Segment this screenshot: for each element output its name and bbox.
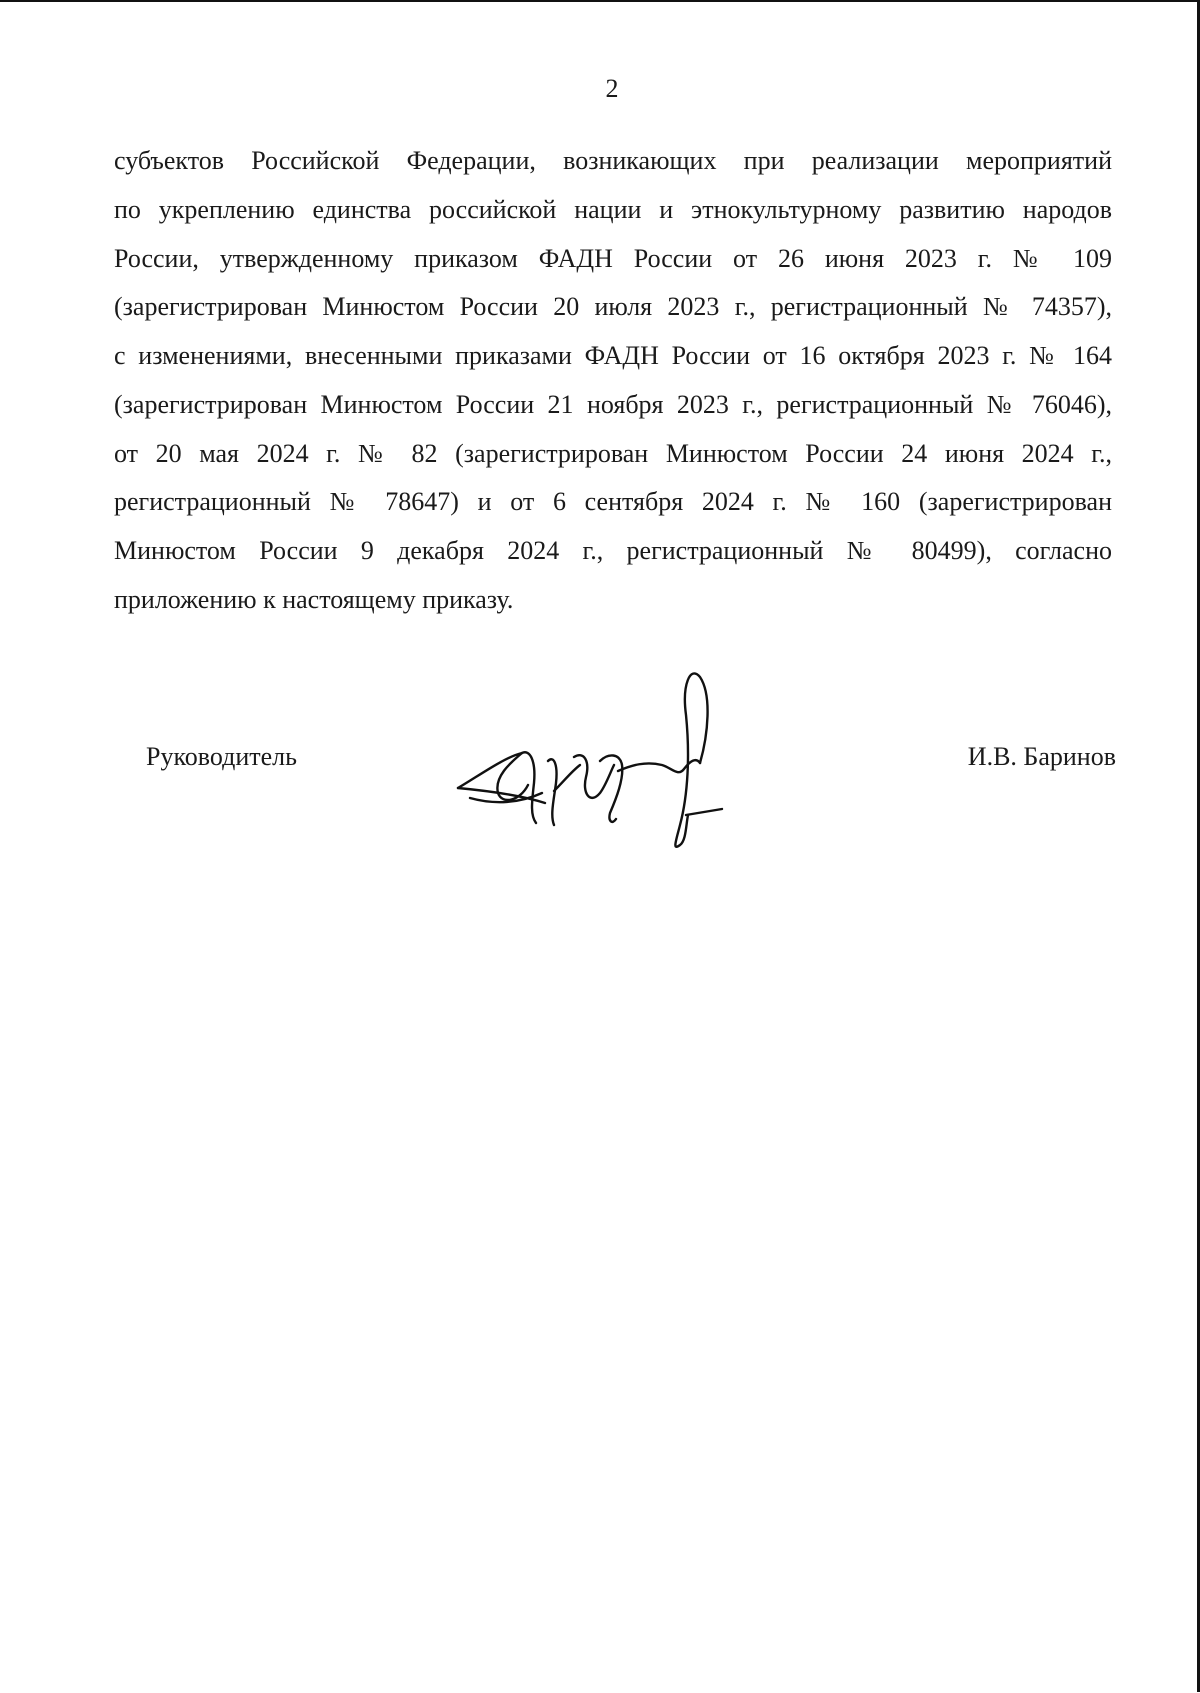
body-line: (зарегистрирован Минюстом России 21 ноября 2023 г., регистрационный № 76046),	[114, 389, 1112, 419]
page-number: 2	[605, 74, 619, 103]
body-text	[114, 137, 1112, 625]
body-line: по укреплению единства российской нации и этнокультурному развитию народов	[114, 194, 1112, 224]
body-line: с изменениями, внесенными приказами ФАДН России от 16 октября 2023 г. № 164	[114, 341, 1112, 370]
signer-position: Руководитель	[146, 742, 297, 771]
body-line: субъектов Российской Федерации, возникающих при реализации мероприятий	[114, 146, 1112, 175]
body-line: приложению к настоящему приказу.	[114, 584, 514, 614]
signer-name: И.В. Баринов	[967, 742, 1116, 771]
body-line: России, утвержденному приказом ФАДН России от 26 июня 2023 г. № 109	[114, 243, 1112, 273]
body-line: от 20 мая 2024 г. № 82 (зарегистрирован Минюстом России 24 июня 2024 г.,	[114, 438, 1112, 468]
handwritten-signature	[450, 665, 760, 855]
body-line: регистрационный № 78647) и от 6 сентября 2024 г. № 160 (зарегистрирован	[114, 487, 1112, 517]
body-line: (зарегистрирован Минюстом России 20 июля 2023 г., регистрационный № 74357),	[114, 292, 1112, 322]
body-line: Минюстом России 9 декабря 2024 г., регистрационный № 80499), согласно	[114, 536, 1112, 565]
